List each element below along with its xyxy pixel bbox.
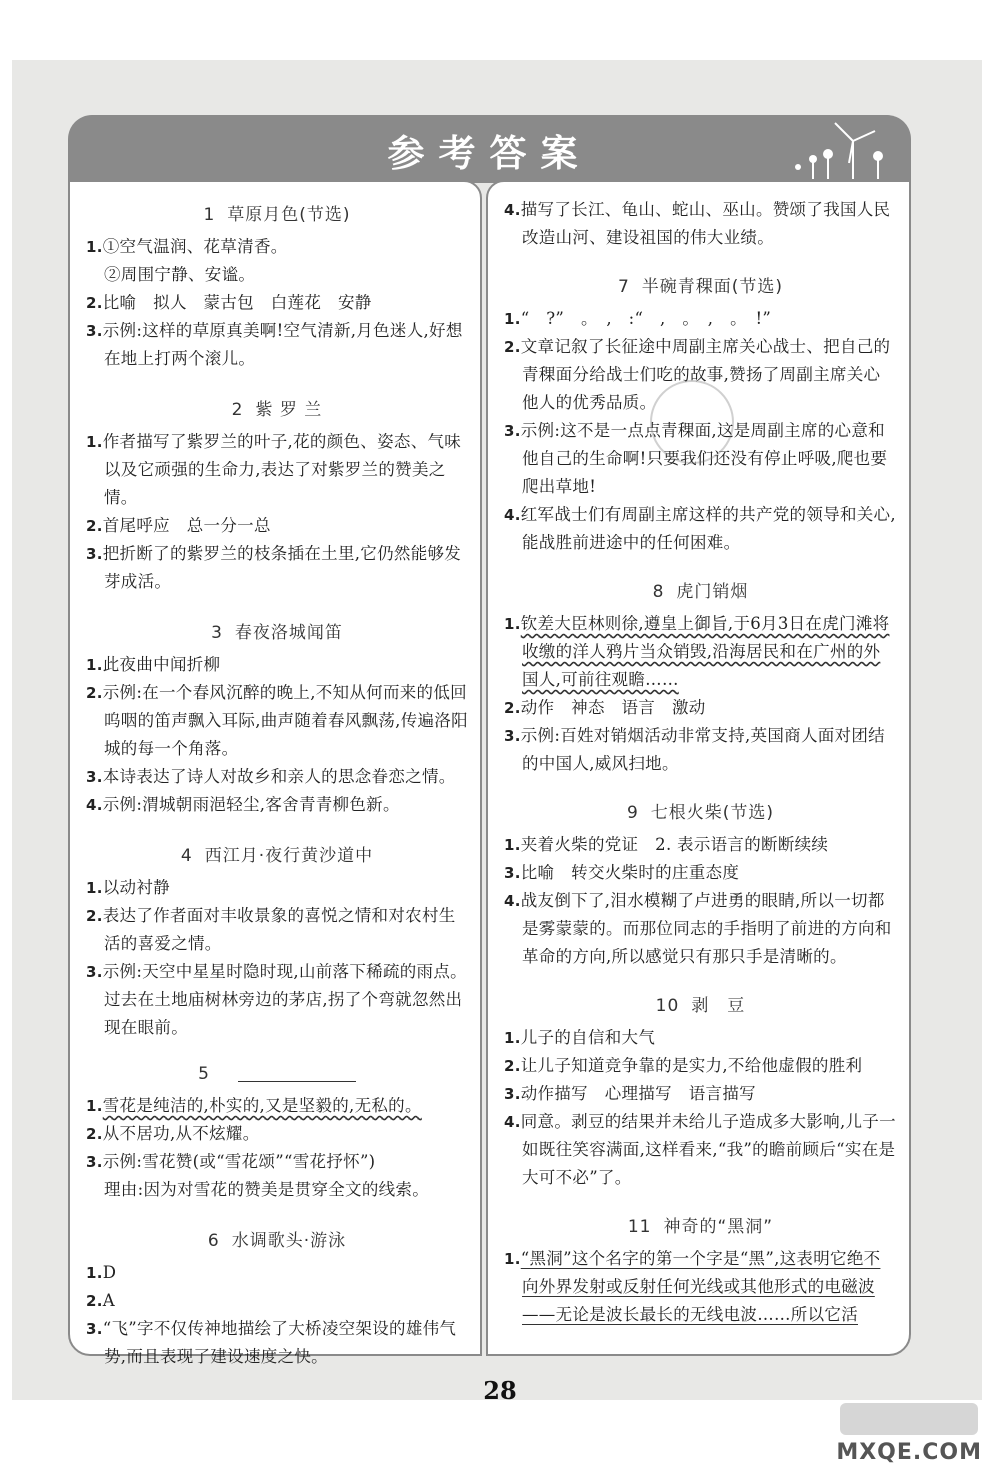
item-number: 3. — [86, 1320, 103, 1338]
answer-item — [86, 958, 468, 1042]
section-title — [504, 577, 897, 602]
item-text: 动作 神态 语言 激动 — [520, 698, 706, 717]
section-title — [504, 991, 897, 1016]
answer-item — [86, 1315, 468, 1371]
item-text: 描写了长江、龟山、蛇山、巫山。赞颂了我国人民改造山河、建设祖国的伟大业绩。 — [520, 200, 891, 247]
item-text: 让儿子知道竞争靠的是实力,不给他虚假的胜利 — [520, 1056, 863, 1075]
item-text: “ ?” 。 , :“ , 。 , 。 !” — [520, 309, 772, 328]
item-number: 1. — [504, 1029, 521, 1047]
item-number: 1. — [86, 656, 103, 674]
item-number: 2. — [86, 1125, 103, 1143]
item-number: 3. — [86, 963, 103, 981]
item-text: 从不居功,从不炫耀。 — [102, 1124, 260, 1143]
item-text: 动作描写 心理描写 语言描写 — [520, 1084, 756, 1103]
answer-item — [504, 196, 897, 252]
stamp-icon — [650, 380, 734, 464]
item-number: 2. — [86, 294, 103, 312]
answer-item — [86, 1092, 468, 1120]
item-number: 2. — [504, 699, 521, 717]
answer-item — [86, 902, 468, 958]
page-number: 28 — [483, 1376, 517, 1405]
item-number: 2. — [504, 1057, 521, 1075]
item-text: ②周围宁静、安谧。 — [104, 265, 256, 284]
answer-item — [504, 1080, 897, 1108]
answer-item — [504, 501, 897, 557]
item-number: 1. — [86, 1097, 103, 1115]
section-title-text: 水调歌头·游泳 — [231, 1231, 347, 1251]
item-text: 示例:天空中星星时隐时现,山前落下稀疏的雨点。过去在土地庙树林旁边的茅店,拐了个弯就忽然出现在眼前。 — [102, 962, 467, 1037]
answer-item — [504, 859, 897, 887]
section-title-text: 神奇的“黑洞” — [663, 1217, 774, 1237]
section-title — [86, 200, 468, 225]
answer-item — [86, 233, 468, 261]
section-title-text: 草原月色(节选) — [227, 205, 351, 225]
answer-item — [86, 791, 468, 819]
item-number: 1. — [504, 310, 521, 328]
answer-item — [504, 722, 897, 778]
section-number: 1 — [203, 205, 216, 225]
section-number: 3 — [211, 623, 223, 643]
answer-item — [86, 512, 468, 540]
item-number: 4. — [504, 506, 521, 524]
item-text: 示例:百姓对销烟活动非常支持,英国商人面对团结的中国人,威风扫地。 — [520, 726, 885, 773]
answer-item — [504, 305, 897, 333]
answer-item — [504, 831, 897, 859]
left-answer-column — [68, 180, 482, 1366]
answer-header — [68, 115, 911, 183]
item-number: 2. — [86, 684, 103, 702]
item-text: ①空气温润、花草清香。 — [102, 237, 288, 256]
answer-item — [86, 1120, 468, 1148]
answer-item — [504, 1108, 897, 1192]
item-text: 文章记叙了长征途中周副主席关心战士、把自己的青稞面分给战士们吃的故事,赞扬了周副主席关心他人的优秀品质。 — [520, 337, 891, 412]
item-text: 示例:雪花赞(或“雪花颂”“雪花抒怀”) — [102, 1152, 376, 1171]
answer-item — [86, 261, 468, 289]
item-text: 此夜曲中闻折柳 — [102, 655, 221, 674]
answer-item — [86, 763, 468, 791]
answer-item — [86, 428, 468, 512]
section-title — [86, 1064, 468, 1084]
item-text: 示例:这样的草原真美啊!空气清新,月色迷人,好想在地上打两个滚儿。 — [102, 321, 463, 368]
item-text: “飞”字不仅传神地描绘了大桥凌空架设的雄伟气势,而且表现了建设速度之快。 — [102, 1319, 457, 1366]
item-text: “黑洞”这个名字的第一个字是“黑”,这表明它绝不向外界发射或反射任何光线或其他形式的电磁波——无论是波长最长的无线电波……所以它活 — [520, 1249, 881, 1324]
item-text: 首尾呼应 总一分一总 — [102, 516, 271, 535]
item-text: 示例:这不是一点点青稞面,这是周副主席的心意和他自己的生命啊!只要我们还没有停止呼吸,爬也要爬出草地! — [520, 421, 888, 496]
item-number: 3. — [504, 864, 521, 882]
answer-item — [86, 651, 468, 679]
answer-item — [504, 610, 897, 694]
item-number: 1. — [504, 836, 521, 854]
section-title-text: 剥 豆 — [691, 996, 746, 1016]
answer-item — [86, 540, 468, 596]
section-title-text: 虎门销烟 — [676, 582, 749, 602]
right-answer-column — [486, 180, 911, 1356]
item-number: 3. — [86, 322, 103, 340]
item-number: 2. — [86, 1292, 103, 1310]
section-number: 10 — [655, 996, 680, 1016]
section-number: 11 — [627, 1217, 652, 1237]
item-text: 战友倒下了,泪水模糊了卢进勇的眼睛,所以一切都是雾蒙蒙的。而那位同志的手指明了前进的方向和革命的方向,所以感觉只有那只手是清晰的。 — [520, 891, 892, 966]
answer-item — [86, 1287, 468, 1315]
answer-item — [86, 874, 468, 902]
item-number: 3. — [86, 545, 103, 563]
windmill-decoration-icon — [783, 121, 893, 181]
item-text: 比喻 转交火柴时的庄重态度 — [520, 863, 740, 882]
section-title — [86, 618, 468, 643]
section-title — [86, 395, 468, 420]
item-number: 3. — [86, 768, 103, 786]
section-title-text: 七根火柴(节选) — [650, 803, 775, 823]
section-title-text: 西江月·夜行黄沙道中 — [204, 846, 374, 866]
answer-item — [504, 887, 897, 971]
item-text: 钦差大臣林则徐,遵皇上御旨,于6月3日在虎门滩将收缴的洋人鸦片当众销毁,沿海居民和在广州的外国人,可前往观瞻…… — [520, 614, 890, 689]
item-number: 2. — [86, 517, 103, 535]
item-text: 作者描写了紫罗兰的叶子,花的颜色、姿态、气味以及它顽强的生命力,表达了对紫罗兰的赞美之情。 — [102, 432, 462, 507]
title-blank-line — [238, 1067, 356, 1082]
section-title-text: 紫 罗 兰 — [255, 400, 323, 420]
site-logo-text: MXQE.COM — [836, 1440, 982, 1465]
section-title-text: 半碗青稞面(节选) — [641, 277, 784, 297]
item-number: 3. — [504, 1085, 521, 1103]
section-title — [504, 1212, 897, 1237]
item-text: 示例:在一个春风沉醉的晚上,不知从何而来的低回呜咽的笛声飘入耳际,曲声随着春风飘荡,传遍洛阳城的每一个角落。 — [102, 683, 468, 758]
section-title-text: 春夜洛城闻笛 — [234, 623, 343, 643]
item-number: 2. — [86, 907, 103, 925]
item-text: A — [102, 1291, 115, 1310]
item-text: 比喻 拟人 蒙古包 白莲花 安静 — [102, 293, 372, 312]
page-title: 参考答案 — [387, 131, 592, 175]
answer-item — [86, 1259, 468, 1287]
item-number: 1. — [86, 879, 103, 897]
item-number: 1. — [86, 1264, 103, 1282]
section-number: 9 — [626, 803, 639, 823]
section-title — [86, 1226, 468, 1251]
answer-item — [504, 1245, 897, 1329]
section-number: 2 — [231, 400, 244, 420]
item-text: 夹着火柴的党证 2. 表示语言的断断续续 — [520, 835, 829, 854]
section-title — [504, 798, 897, 823]
item-number: 1. — [86, 433, 103, 451]
item-number: 4. — [504, 892, 521, 910]
item-number: 4. — [504, 201, 521, 219]
answer-item — [86, 289, 468, 317]
item-number: 2. — [504, 338, 521, 356]
item-text: 把折断了的紫罗兰的枝条插在土里,它仍然能够发芽成活。 — [102, 544, 462, 591]
answer-item — [86, 679, 468, 763]
answer-item — [86, 317, 468, 373]
section-number: 4 — [180, 846, 193, 866]
item-number: 3. — [504, 727, 521, 745]
item-text: 同意。剥豆的结果并未给儿子造成多大影响,儿子一如既往笑容满面,这样看来,“我”的瞻前顾后“实在是大可不必”了。 — [520, 1112, 896, 1187]
answer-item — [504, 694, 897, 722]
item-number: 4. — [86, 796, 103, 814]
item-text: 理由:因为对雪花的赞美是贯穿全文的线索。 — [104, 1180, 430, 1199]
item-text: 表达了作者面对丰收景象的喜悦之情和对农村生活的喜爱之情。 — [102, 906, 456, 953]
section-number: 5 — [198, 1064, 210, 1084]
item-text: 本诗表达了诗人对故乡和亲人的思念眷恋之情。 — [102, 767, 456, 786]
answer-item — [86, 1148, 468, 1176]
section-number: 8 — [652, 582, 665, 602]
answer-item — [504, 1024, 897, 1052]
section-number: 7 — [617, 277, 630, 297]
item-number: 1. — [504, 615, 521, 633]
answer-item — [504, 1052, 897, 1080]
item-number: 1. — [504, 1250, 521, 1268]
item-text: 儿子的自信和大气 — [520, 1028, 656, 1047]
item-number: 1. — [86, 238, 103, 256]
item-number: 3. — [504, 422, 521, 440]
section-title — [504, 272, 897, 297]
item-text: D — [102, 1263, 117, 1282]
item-text: 红军战士们有周副主席这样的共产党的领导和关心,能战胜前进途中的任何困难。 — [520, 505, 896, 552]
item-number: 4. — [504, 1113, 521, 1131]
answer-item — [86, 1176, 468, 1204]
section-title — [86, 841, 468, 866]
item-text: 以动衬静 — [102, 878, 170, 897]
item-text: 示例:渭城朝雨浥轻尘,客舍青青柳色新。 — [102, 795, 400, 814]
section-number: 6 — [207, 1231, 220, 1251]
item-text: 雪花是纯洁的,朴实的,又是坚毅的,无私的。 — [102, 1096, 422, 1115]
item-number: 3. — [86, 1153, 103, 1171]
